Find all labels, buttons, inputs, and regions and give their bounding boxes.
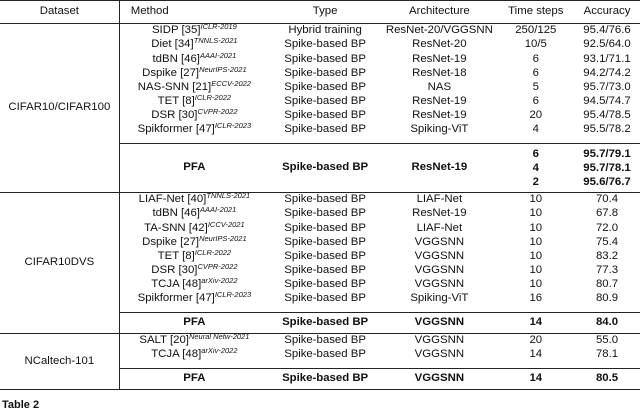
method-venue: ICLR-2023 [214,121,252,130]
architecture-cell: VGGSNN [414,348,465,361]
time-steps-cell: 10 [529,249,543,262]
time-steps-cell: 6 [532,52,539,65]
type-cell: Spike-based BP [284,235,366,248]
method-name: TET [8] [157,249,195,262]
time-steps-cell: 10/5 [524,38,547,51]
time-steps-cell: 6 [532,94,539,107]
method-name: TA-SNN [42] [144,221,208,234]
accuracy-cell: 75.4 [595,235,619,248]
value-stack [577,147,637,189]
time-steps-cell: 10 [529,235,543,248]
header-time-steps: Time steps [498,1,575,24]
method-name: SALT [20] [139,334,189,347]
architecture-cell: VGGSNN [414,277,465,290]
table-caption: Table 2 [2,399,40,411]
architecture-cell: Spiking-ViT [410,123,469,135]
time-steps-cell: 20 [529,334,543,347]
method-name: tdBN [46] [152,52,200,65]
time-steps-cell [498,143,575,192]
method-cell: PFA [119,368,269,389]
method-venue: ECCV-2022 [211,78,251,88]
time-steps-cell: 6 [532,66,539,79]
method-venue: NeurIPS-2021 [199,233,247,243]
type-cell: Spike-based BP [269,143,381,192]
method-cell [119,348,269,362]
method-name: DSR [30] [151,108,198,121]
time-steps-cell: 10 [529,207,543,220]
time-steps-cell: 10 [529,221,543,234]
type-cell: Spike-based BP [284,80,366,93]
method-name: Dspike [27] [142,66,200,79]
method-cell: PFA [119,143,269,192]
dataset-cell: CIFAR10/CIFAR100 [0,24,119,193]
architecture-cell: ResNet-18 [412,66,467,79]
time-steps-cell: 14 [498,312,575,333]
method-name: Spikformer [47] [137,123,215,135]
method-venue: TNNLS-2021 [193,36,238,46]
time-steps-cell: 16 [529,292,543,305]
header-method: Method [119,1,269,24]
architecture-cell: VGGSNN [414,263,465,276]
time-steps-cell: 20 [529,108,543,121]
accuracy-cell: 77.3 [595,263,619,276]
time-steps-cell: 14 [529,348,543,361]
type-cell: Spike-based BP [284,263,366,276]
accuracy-cell: 83.2 [595,249,619,262]
type-cell: Spike-based BP [284,334,366,347]
method-name: TCJA [48] [151,348,202,361]
method-venue: Neural Netw-2021 [188,332,250,342]
dataset-cell: CIFAR10DVS [0,193,119,334]
method-name: DSR [30] [151,263,198,276]
accuracy-cell: 92.5/64.0 [583,38,631,51]
method-cell [119,123,269,137]
type-cell: Spike-based BP [284,52,366,65]
method-cell: PFA [119,312,269,333]
value-stack [501,147,572,189]
header-type: Type [269,1,381,24]
method-cell [119,292,269,306]
time-steps-cell: 10 [529,277,543,290]
table-row [0,333,640,348]
method-venue: arXiv-2022 [201,275,238,285]
type-cell: Spike-based BP [284,292,366,305]
method-name: NAS-SNN [21] [137,80,212,93]
time-steps-cell: 4 [532,123,539,135]
accuracy-cell: 80.5 [574,368,640,389]
table-body [0,24,640,390]
method-cell [119,333,269,348]
accuracy-cell: 93.1/71.1 [583,52,631,65]
type-cell: Spike-based BP [284,94,366,107]
time-steps-cell: 250/125 [515,24,557,37]
time-steps-cell: 5 [532,80,539,93]
type-cell: Spike-based BP [284,348,366,361]
type-cell: Spike-based BP [269,312,381,333]
time-step-value: 4 [532,161,539,174]
architecture-cell: ResNet-19 [412,52,467,65]
architecture-cell: Spiking-ViT [410,292,469,305]
type-cell: Spike-based BP [284,207,366,220]
method-venue: ICCV-2021 [207,219,245,229]
method-venue: ICLR-2023 [214,290,252,300]
method-name: Spikformer [47] [137,292,215,305]
type-cell: Spike-based BP [284,221,366,234]
type-cell: Spike-based BP [284,38,366,51]
method-venue: TNNLS-2021 [206,191,251,201]
method-cell [119,207,269,221]
architecture-cell: LIAF-Net [416,221,463,234]
accuracy-cell: 94.2/74.2 [583,66,631,79]
architecture-cell: NAS [427,80,452,93]
accuracy-cell: 80.9 [595,292,619,305]
type-cell: Spike-based BP [284,108,366,121]
method-cell [119,261,269,278]
method-cell [119,249,269,263]
accuracy-cell: 70.4 [595,193,619,206]
accuracy-value: 95.6/76.7 [583,175,631,188]
accuracy-value: 95.7/79.1 [583,147,631,160]
time-step-value: 2 [532,175,539,188]
method-cell [119,38,269,52]
method-venue: arXiv-2022 [201,346,238,356]
dataset-cell: NCaltech-101 [0,333,119,389]
accuracy-cell: 95.7/73.0 [583,80,631,93]
method-name: tdBN [46] [152,207,200,220]
method-name: SIDP [35] [151,24,201,37]
method-venue: ICLR-2022 [194,92,232,102]
accuracy-cell: 95.5/78.2 [583,123,631,135]
architecture-cell: VGGSNN [414,249,465,262]
method-venue: CVPR-2022 [197,106,238,116]
method-name: LIAF-Net [40] [138,193,207,206]
method-cell [119,94,269,108]
time-steps-cell: 14 [498,368,575,389]
architecture-cell: VGGSNN [381,368,497,389]
architecture-cell: ResNet-19 [412,108,467,121]
time-steps-cell: 10 [529,193,543,206]
type-cell: Spike-based BP [284,193,366,206]
accuracy-cell: 94.5/74.7 [583,94,631,107]
type-cell: Spike-based BP [269,368,381,389]
method-cell [119,193,269,208]
method-venue: ICLR-2019 [200,22,237,32]
type-cell: Spike-based BP [284,249,366,262]
architecture-cell: ResNet-19 [412,207,467,220]
accuracy-cell: 55.0 [595,334,619,347]
type-cell: Spike-based BP [284,277,366,290]
method-name: Dspike [27] [142,235,200,248]
type-cell: Spike-based BP [284,123,366,135]
accuracy-cell: 95.4/76.6 [583,24,631,37]
accuracy-cell: 78.1 [595,348,619,361]
method-name: TET [8] [157,94,195,107]
method-venue: AAAI-2021 [199,205,237,215]
architecture-cell: VGGSNN [414,334,465,347]
accuracy-cell: 95.4/78.5 [583,108,631,121]
table-row [0,193,640,208]
architecture-cell: VGGSNN [414,235,465,248]
table-row [0,24,640,39]
method-venue: NeurIPS-2021 [199,64,247,74]
architecture-cell: ResNet-19 [381,143,497,192]
type-cell: Hybrid training [288,24,362,37]
accuracy-cell: 80.7 [595,277,619,290]
header-architecture: Architecture [381,1,497,24]
type-cell: Spike-based BP [284,66,366,79]
header-accuracy: Accuracy [574,1,640,24]
accuracy-value: 95.7/78.1 [583,161,631,174]
architecture-cell: LIAF-Net [416,193,463,206]
header-dataset: Dataset [0,1,119,24]
method-venue: CVPR-2022 [197,261,238,271]
time-step-value: 6 [532,147,539,160]
time-steps-cell: 10 [529,263,543,276]
accuracy-cell [574,143,640,192]
method-venue: ICLR-2022 [194,247,232,257]
method-name: Diet [34] [151,38,194,51]
architecture-cell: VGGSNN [381,312,497,333]
accuracy-cell: 67.8 [595,207,619,220]
header-row [0,1,640,24]
method-venue: AAAI-2021 [199,50,237,60]
accuracy-cell: 84.0 [574,312,640,333]
method-name: TCJA [48] [151,277,202,290]
architecture-cell: ResNet-19 [412,94,467,107]
architecture-cell: ResNet-20/VGGSNN [385,24,493,37]
accuracy-cell: 72.0 [595,221,619,234]
architecture-cell: ResNet-20 [412,38,467,51]
